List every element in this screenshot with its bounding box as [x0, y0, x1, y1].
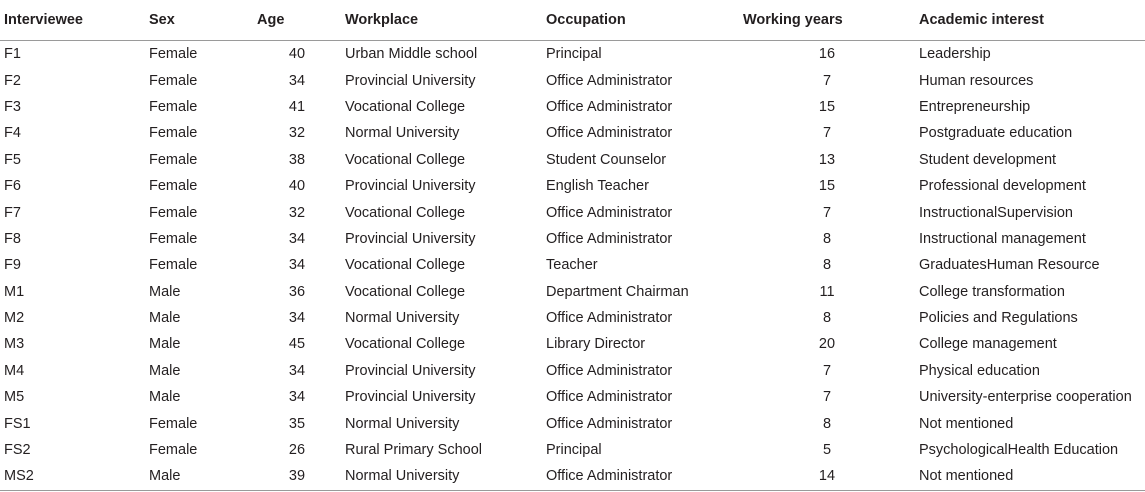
cell-interviewee: F2: [4, 72, 21, 89]
table-row: [0, 94, 1145, 120]
cell-interviewee: FS2: [4, 442, 31, 459]
table-row: [0, 410, 1145, 436]
table-row: [0, 463, 1145, 490]
cell-age: 32: [288, 125, 306, 142]
table-header: [0, 0, 1145, 41]
cell-interviewee: F1: [4, 46, 21, 63]
cell-interviewee: MS2: [4, 468, 34, 485]
cell-occupation: Office Administrator: [546, 204, 673, 221]
cell-working-years: 8: [822, 415, 832, 432]
cell-age: 34: [288, 310, 306, 327]
cell-workplace: Normal University: [345, 310, 460, 327]
cell-occupation: English Teacher: [546, 178, 649, 195]
header-workplace: Workplace: [345, 12, 419, 28]
cell-academic-interest: GraduatesHuman Resource: [919, 257, 1100, 274]
cell-age: 45: [288, 336, 306, 353]
cell-interviewee: M2: [4, 310, 25, 327]
cell-age: 26: [288, 442, 306, 459]
cell-workplace: Normal University: [345, 415, 460, 432]
cell-academic-interest: InstructionalSupervision: [919, 204, 1073, 221]
cell-age: 34: [288, 389, 306, 406]
cell-working-years: 13: [818, 151, 836, 168]
cell-occupation: Teacher: [546, 257, 598, 274]
table-row: [0, 173, 1145, 199]
cell-working-years: 8: [822, 230, 832, 247]
cell-workplace: Vocational College: [345, 204, 466, 221]
cell-workplace: Vocational College: [345, 98, 466, 115]
cell-occupation: Student Counselor: [546, 151, 667, 168]
cell-sex: Male: [149, 389, 181, 406]
cell-age: 38: [288, 151, 306, 168]
cell-sex: Female: [149, 46, 198, 63]
table-row: [0, 437, 1145, 463]
table-row: [0, 252, 1145, 278]
cell-working-years: 7: [822, 204, 832, 221]
cell-workplace: Normal University: [345, 125, 460, 142]
table-row: [0, 358, 1145, 384]
cell-workplace: Provincial University: [345, 362, 476, 379]
cell-academic-interest: Instructional management: [919, 230, 1086, 247]
cell-age: 34: [288, 362, 306, 379]
cell-age: 35: [288, 415, 306, 432]
cell-working-years: 14: [818, 468, 836, 485]
table-row: [0, 305, 1145, 331]
cell-interviewee: F3: [4, 98, 21, 115]
cell-occupation: Office Administrator: [546, 389, 673, 406]
cell-occupation: Office Administrator: [546, 125, 673, 142]
cell-age: 40: [288, 46, 306, 63]
cell-sex: Female: [149, 442, 198, 459]
cell-working-years: 11: [819, 283, 835, 300]
cell-workplace: Provincial University: [345, 178, 476, 195]
cell-academic-interest: Entrepreneurship: [919, 98, 1031, 115]
cell-occupation: Library Director: [546, 336, 646, 353]
cell-sex: Female: [149, 125, 198, 142]
cell-sex: Female: [149, 178, 198, 195]
header-working-years: Working years: [743, 12, 843, 28]
table-row: [0, 226, 1145, 252]
table-row: [0, 199, 1145, 225]
cell-academic-interest: PsychologicalHealth Education: [919, 442, 1119, 459]
cell-interviewee: F7: [4, 204, 21, 221]
cell-working-years: 7: [822, 125, 832, 142]
cell-occupation: Office Administrator: [546, 98, 673, 115]
cell-academic-interest: Policies and Regulations: [919, 310, 1078, 327]
cell-sex: Female: [149, 72, 198, 89]
cell-interviewee: M1: [4, 283, 25, 300]
table-row: [0, 279, 1145, 305]
cell-age: 39: [288, 468, 306, 485]
table-row: [0, 147, 1145, 173]
cell-interviewee: F8: [4, 230, 21, 247]
cell-interviewee: F5: [4, 151, 21, 168]
header-occupation: Occupation: [546, 12, 626, 28]
cell-age: 34: [288, 230, 306, 247]
cell-workplace: Vocational College: [345, 151, 466, 168]
cell-interviewee: F4: [4, 125, 21, 142]
cell-workplace: Provincial University: [345, 72, 476, 89]
cell-academic-interest: Leadership: [919, 46, 991, 63]
table-row: [0, 67, 1145, 93]
cell-age: 34: [288, 72, 306, 89]
cell-sex: Female: [149, 98, 198, 115]
cell-age: 41: [288, 98, 306, 115]
cell-sex: Male: [149, 336, 181, 353]
cell-academic-interest: University-enterprise cooperation: [919, 389, 1132, 406]
table-body: [0, 41, 1145, 491]
cell-academic-interest: Not mentioned: [919, 468, 1014, 485]
cell-sex: Female: [149, 151, 198, 168]
cell-occupation: Office Administrator: [546, 230, 673, 247]
cell-working-years: 16: [818, 46, 836, 63]
table-row: [0, 41, 1145, 68]
cell-age: 40: [288, 178, 306, 195]
cell-workplace: Vocational College: [345, 336, 466, 353]
cell-interviewee: F9: [4, 257, 21, 274]
cell-workplace: Provincial University: [345, 389, 476, 406]
cell-working-years: 7: [822, 72, 832, 89]
cell-age: 36: [288, 283, 306, 300]
table-row: [0, 120, 1145, 146]
cell-academic-interest: Human resources: [919, 72, 1034, 89]
cell-occupation: Principal: [546, 46, 602, 63]
cell-academic-interest: Student development: [919, 151, 1057, 168]
cell-workplace: Rural Primary School: [345, 442, 482, 459]
cell-academic-interest: Postgraduate education: [919, 125, 1073, 142]
cell-sex: Male: [149, 468, 181, 485]
cell-academic-interest: Not mentioned: [919, 415, 1014, 432]
cell-occupation: Office Administrator: [546, 415, 673, 432]
cell-working-years: 8: [822, 257, 832, 274]
cell-workplace: Urban Middle school: [345, 46, 478, 63]
cell-workplace: Provincial University: [345, 230, 476, 247]
cell-academic-interest: Physical education: [919, 362, 1040, 379]
cell-interviewee: M5: [4, 389, 25, 406]
header-row: [0, 0, 1145, 41]
cell-age: 34: [288, 257, 306, 274]
cell-occupation: Department Chairman: [546, 283, 689, 300]
header-age: Age: [257, 12, 285, 28]
cell-working-years: 8: [822, 310, 832, 327]
cell-working-years: 15: [818, 178, 836, 195]
cell-working-years: 20: [818, 336, 836, 353]
cell-occupation: Office Administrator: [546, 362, 673, 379]
cell-sex: Male: [149, 310, 181, 327]
cell-interviewee: F6: [4, 178, 21, 195]
cell-sex: Male: [149, 362, 181, 379]
cell-academic-interest: College management: [919, 336, 1057, 353]
cell-interviewee: FS1: [4, 415, 31, 432]
cell-working-years: 15: [818, 98, 836, 115]
cell-age: 32: [288, 204, 306, 221]
header-interviewee: Interviewee: [4, 12, 83, 28]
cell-occupation: Office Administrator: [546, 468, 673, 485]
cell-interviewee: M3: [4, 336, 25, 353]
cell-academic-interest: College transformation: [919, 283, 1065, 300]
cell-sex: Female: [149, 257, 198, 274]
header-sex: Sex: [149, 12, 175, 28]
cell-workplace: Normal University: [345, 468, 460, 485]
cell-occupation: Principal: [546, 442, 602, 459]
cell-academic-interest: Professional development: [919, 178, 1086, 195]
cell-sex: Male: [149, 283, 181, 300]
table-row: [0, 331, 1145, 357]
cell-occupation: Office Administrator: [546, 72, 673, 89]
cell-occupation: Office Administrator: [546, 310, 673, 327]
table-row: [0, 384, 1145, 410]
cell-sex: Female: [149, 415, 198, 432]
cell-working-years: 5: [822, 442, 832, 459]
cell-workplace: Vocational College: [345, 283, 466, 300]
cell-interviewee: M4: [4, 362, 25, 379]
cell-working-years: 7: [822, 389, 832, 406]
cell-workplace: Vocational College: [345, 257, 466, 274]
cell-sex: Female: [149, 204, 198, 221]
header-academic-interest: Academic interest: [919, 12, 1044, 28]
cell-sex: Female: [149, 230, 198, 247]
cell-working-years: 7: [822, 362, 832, 379]
